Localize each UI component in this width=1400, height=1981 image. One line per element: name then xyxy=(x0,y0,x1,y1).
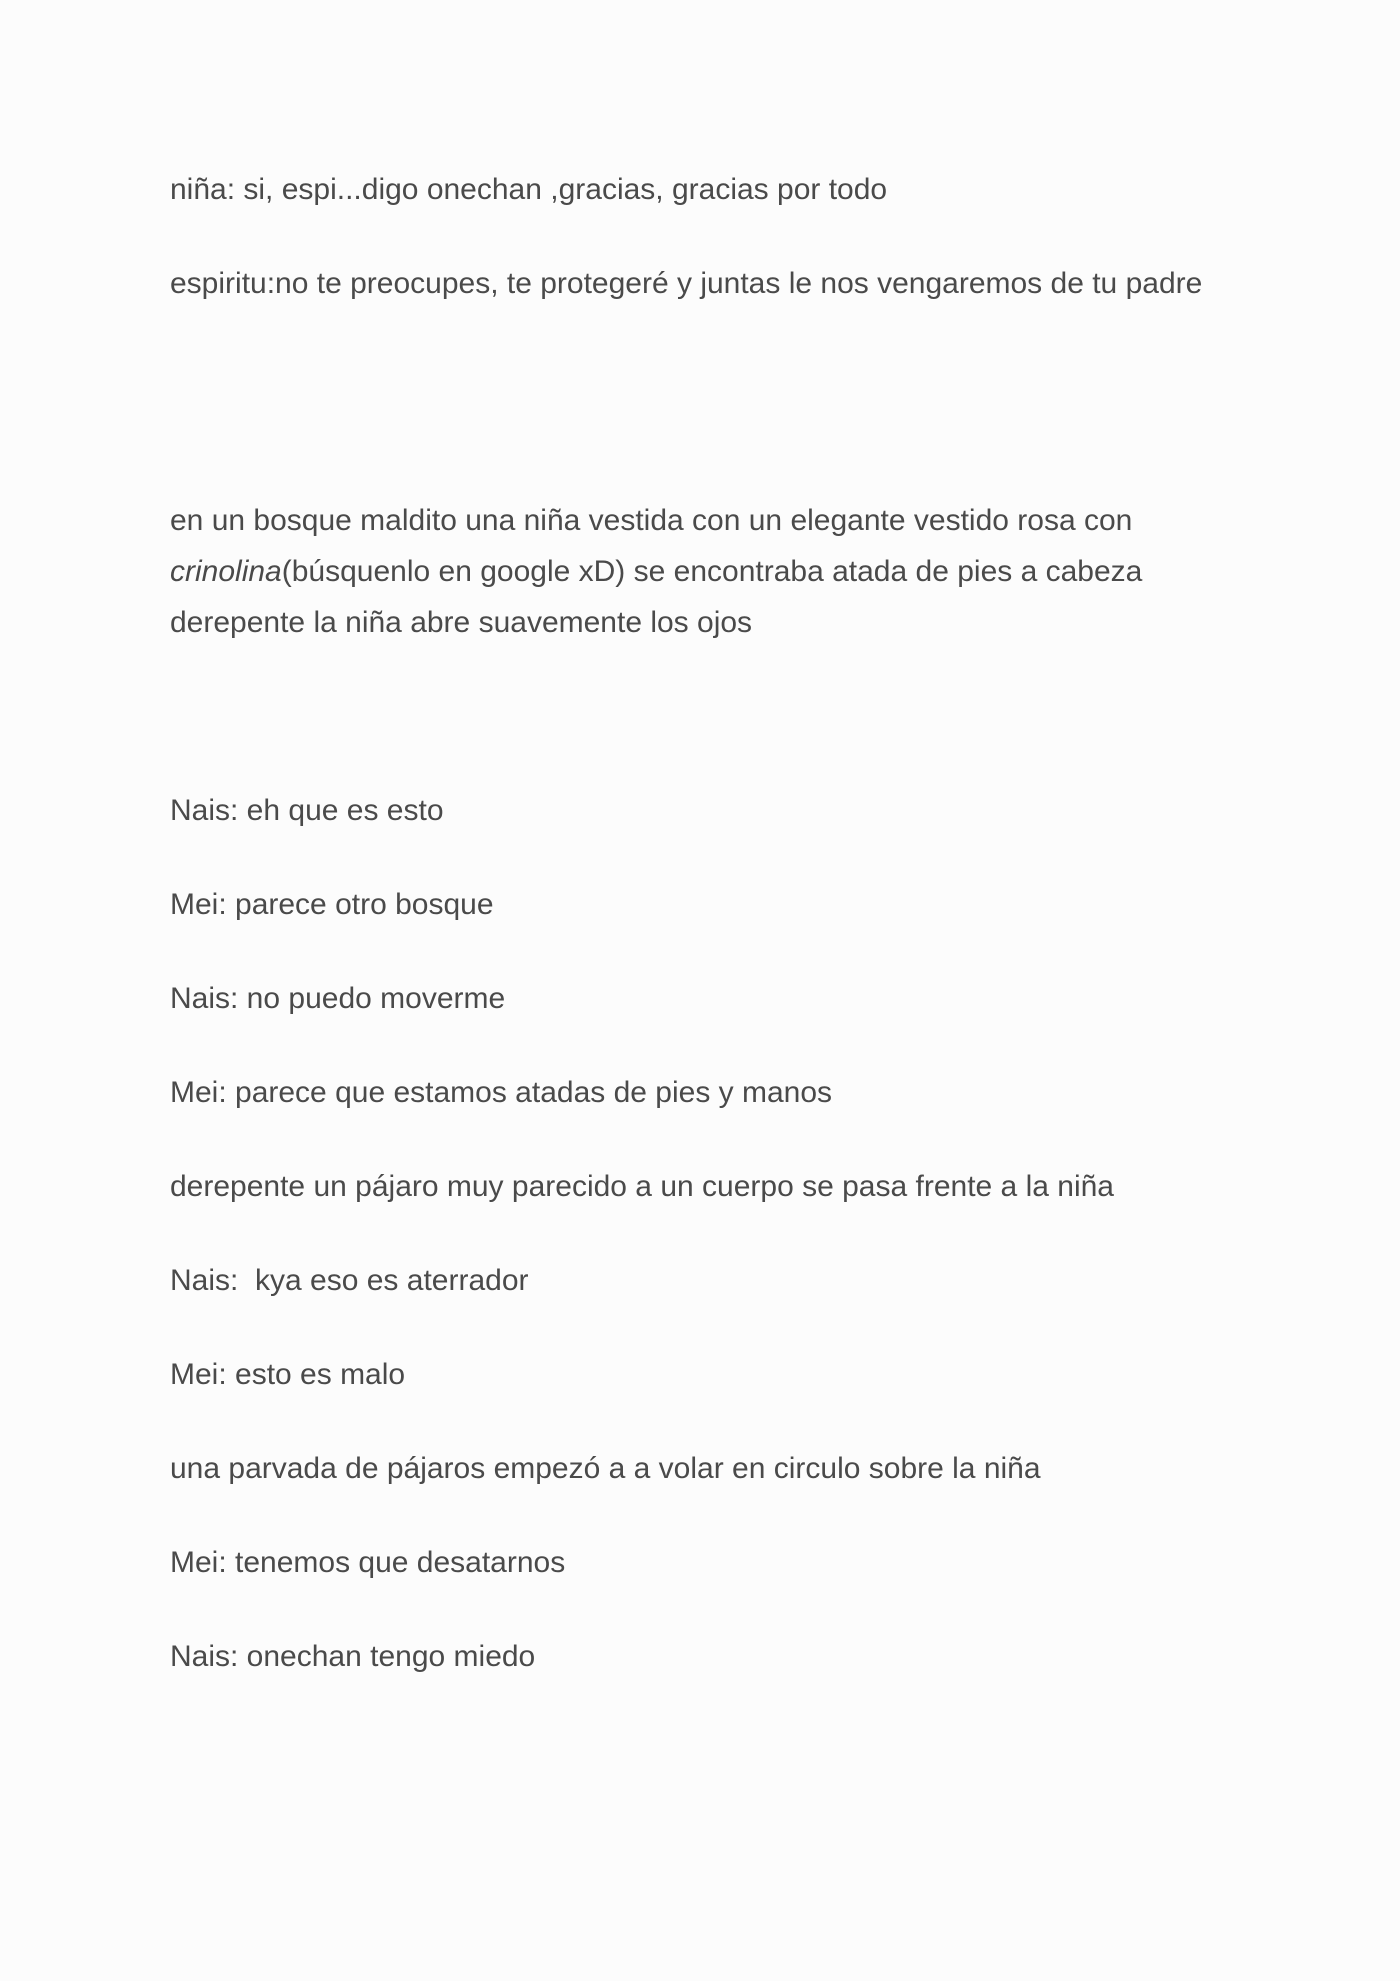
paragraph-4: Nais: eh que es esto xyxy=(170,794,444,827)
paragraph-3-before: en un bosque maldito una niña vestida con un elegante vestido rosa con xyxy=(170,504,1141,537)
paragraph-6: Nais: no puedo moverme xyxy=(170,982,506,1015)
paragraph-12: Mei: tenemos que desatarnos xyxy=(170,1546,566,1579)
paragraph-9: Nais: kya eso es aterrador xyxy=(170,1264,529,1297)
paragraph-1: niña: si, espi...digo onechan ,gracias, gracias por todo xyxy=(170,173,888,206)
paragraph-11: una parvada de pájaros empezó a a volar en circulo sobre la niña xyxy=(170,1452,1041,1485)
paragraph-10: Mei: esto es malo xyxy=(170,1358,406,1391)
paragraph-7: Mei: parece que estamos atadas de pies y manos xyxy=(170,1076,833,1109)
paragraph-2: espiritu:no te preocupes, te protegeré y juntas le nos vengaremos de tu padre xyxy=(170,267,1203,300)
paragraph-5: Mei: parece otro bosque xyxy=(170,888,494,921)
paragraph-3-after: (búsquenlo en google xD) se encontraba atada de pies a cabeza derepente la niña abre suavemente los ojos xyxy=(170,555,1151,639)
paragraph-8: derepente un pájaro muy parecido a un cuerpo se pasa frente a la niña xyxy=(170,1170,1114,1203)
paragraph-3 xyxy=(170,495,1250,648)
paragraph-13: Nais: onechan tengo miedo xyxy=(170,1640,536,1673)
paragraph-3-italic-term: crinolina xyxy=(170,555,282,588)
